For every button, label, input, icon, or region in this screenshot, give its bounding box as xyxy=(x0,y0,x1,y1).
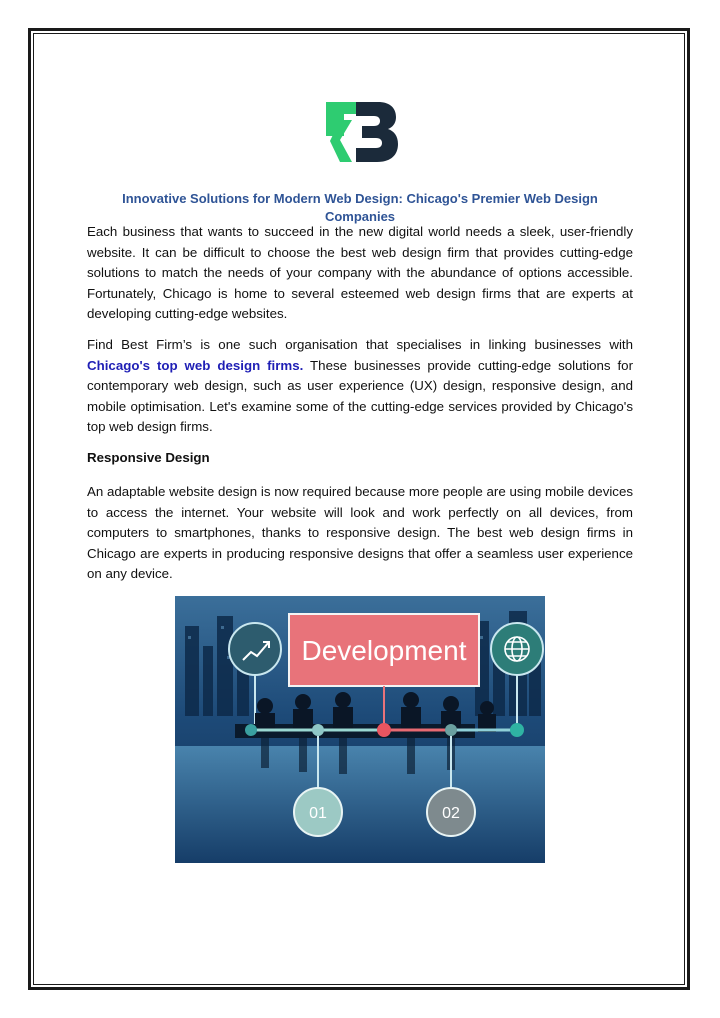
intro-paragraph: Each business that wants to succeed in the new digital world needs a sleek, user-friendly website. It can be difficult to choose the best web design firm that provides cutting-edge solutions to match the needs of your company with the abundance of options accessible. Fortunately, Chicago is home to several esteemed web design firms that are experts at developing cutting-edge websites. xyxy=(87,224,633,321)
responsive-paragraph: An adaptable website design is now required because more people are using mobile devices to access the internet. Your website will look and work perfectly on all devices, from computers to smartphones, thanks to responsive design. The best web design firms in Chicago are experts in producing responsive designs that offer a seamless user experience on any device. xyxy=(87,484,633,581)
development-banner: Development xyxy=(301,635,467,666)
step-02-label: 02 xyxy=(442,805,460,822)
chicago-firms-link[interactable]: Chicago's top web design firms. xyxy=(87,357,304,373)
tb-logo-icon xyxy=(322,100,400,164)
section-heading: Responsive Design xyxy=(87,450,210,465)
firm-paragraph xyxy=(87,335,633,438)
firm-paragraph-text-after: These businesses provide cutting-edge solutions for contemporary web design, such as user experience (UX) design, responsive design, and mobile optimisation. Let's examine some of the cutting-edge services provided by Chicago's top web design firms. xyxy=(87,357,634,434)
firm-paragraph-text-before: Find Best Firm’s is one such organisation that specialises in linking businesses with xyxy=(87,337,633,352)
page-title: Innovative Solutions for Modern Web Design: Chicago's Premier Web Design Companies xyxy=(122,191,598,224)
development-image xyxy=(175,596,545,863)
step-01-label: 01 xyxy=(309,805,327,822)
